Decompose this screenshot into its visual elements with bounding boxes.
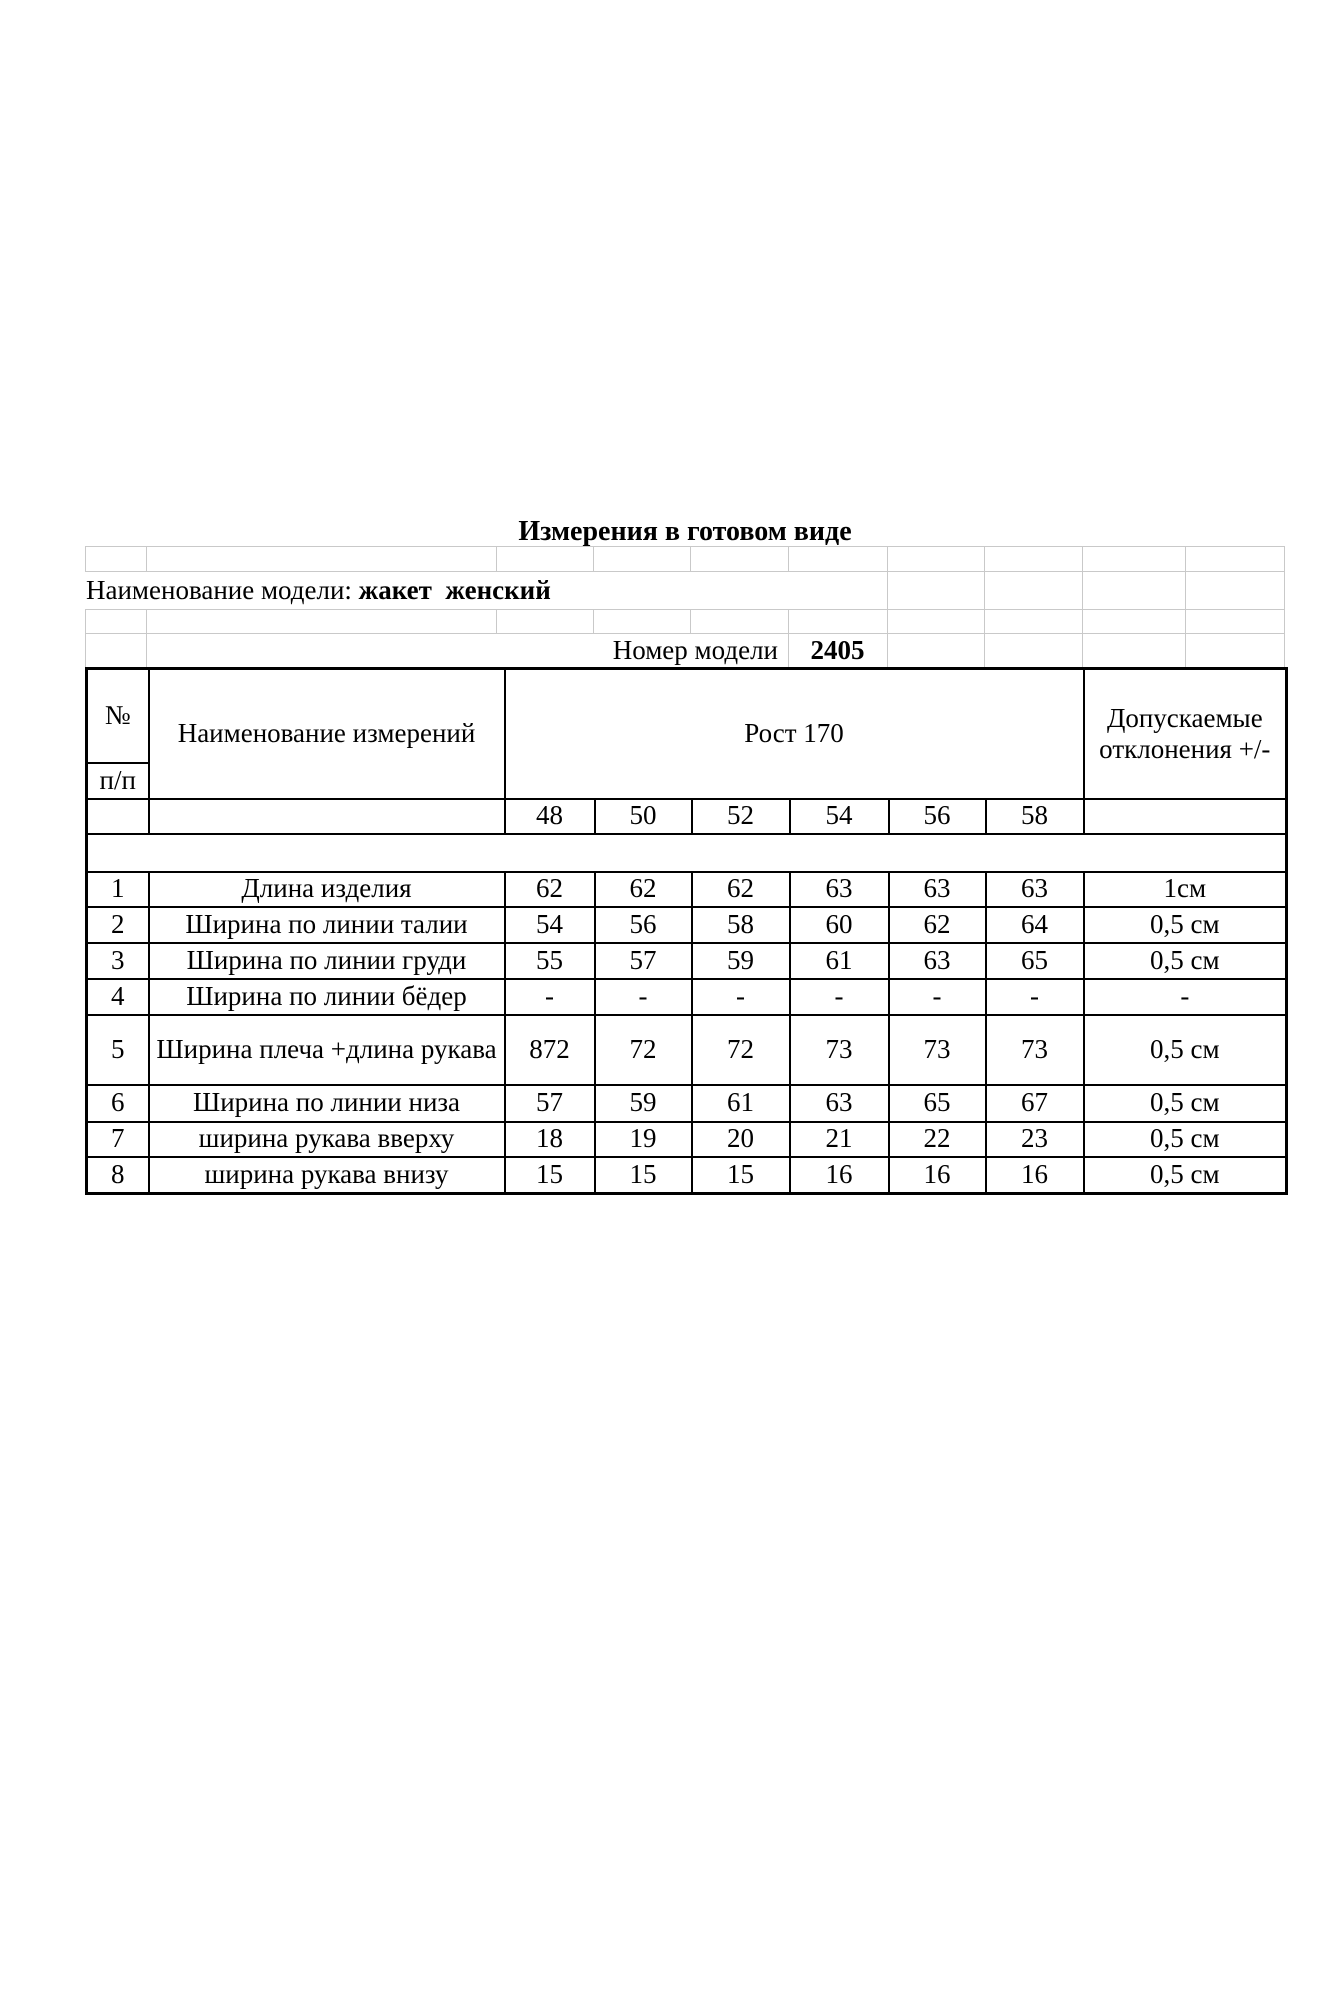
grid-vline — [85, 609, 86, 633]
value-cell: 72 — [595, 1015, 692, 1085]
value-cell: 67 — [986, 1085, 1084, 1122]
measurements-table — [85, 667, 1288, 1195]
value-cell: 73 — [986, 1015, 1084, 1085]
grid-vline — [85, 546, 86, 571]
value-cell: 73 — [889, 1015, 986, 1085]
row-number-cell: 2 — [87, 907, 149, 943]
size-header: 52 — [692, 799, 790, 834]
value-cell: 63 — [889, 872, 986, 907]
value-cell: 56 — [595, 907, 692, 943]
grid-vline — [1284, 633, 1285, 667]
value-cell: 61 — [790, 943, 889, 979]
size-header: 48 — [505, 799, 595, 834]
grid-hline — [85, 609, 1285, 610]
table-row — [87, 1015, 1287, 1085]
model-name-line — [86, 571, 1186, 609]
value-cell: 59 — [692, 943, 790, 979]
empty-spacer-cell — [87, 834, 1287, 872]
header-measurement-name: Наименование измерений — [149, 669, 505, 799]
value-cell: 16 — [986, 1157, 1084, 1194]
grid-vline — [593, 609, 594, 633]
grid-vline — [1284, 571, 1285, 609]
table-row — [87, 872, 1287, 907]
tolerance-cell: 0,5 см — [1084, 907, 1287, 943]
grid-vline — [788, 546, 789, 571]
row-number-cell: 6 — [87, 1085, 149, 1122]
value-cell: 57 — [595, 943, 692, 979]
value-cell: 16 — [790, 1157, 889, 1194]
size-header: 56 — [889, 799, 986, 834]
tolerance-cell: 1см — [1084, 872, 1287, 907]
value-cell: 59 — [595, 1085, 692, 1122]
row-number-cell: 1 — [87, 872, 149, 907]
value-cell: 62 — [505, 872, 595, 907]
grid-vline — [496, 546, 497, 571]
grid-vline — [887, 546, 888, 571]
value-cell: 15 — [505, 1157, 595, 1194]
value-cell: 72 — [692, 1015, 790, 1085]
header-height-group: Рост 170 — [505, 669, 1084, 799]
row-number-cell: 8 — [87, 1157, 149, 1194]
tolerance-cell: - — [1084, 979, 1287, 1015]
grid-vline — [887, 609, 888, 633]
grid-vline — [887, 633, 888, 667]
value-cell: 73 — [790, 1015, 889, 1085]
value-cell: 872 — [505, 1015, 595, 1085]
value-cell: 63 — [889, 943, 986, 979]
grid-vline — [1185, 609, 1186, 633]
value-cell: 63 — [986, 872, 1084, 907]
empty-cell — [87, 799, 149, 834]
value-cell: 62 — [692, 872, 790, 907]
measurement-name-cell: Ширина по линии низа — [149, 1085, 505, 1122]
value-cell: 62 — [889, 907, 986, 943]
measurement-name-cell: Ширина по линии груди — [149, 943, 505, 979]
tolerance-cell: 0,5 см — [1084, 1122, 1287, 1157]
value-cell: 62 — [595, 872, 692, 907]
sizes-row — [87, 799, 1287, 834]
grid-vline — [1082, 546, 1083, 571]
row-number-cell: 3 — [87, 943, 149, 979]
value-cell: 57 — [505, 1085, 595, 1122]
value-cell: 23 — [986, 1122, 1084, 1157]
value-cell: - — [692, 979, 790, 1015]
grid-vline — [1082, 609, 1083, 633]
value-cell: - — [790, 979, 889, 1015]
value-cell: - — [986, 979, 1084, 1015]
model-name-label: Наименование модели: — [86, 575, 359, 605]
value-cell: 63 — [790, 1085, 889, 1122]
measurement-name-cell: Ширина по линии бёдер — [149, 979, 505, 1015]
measurement-name-cell: Длина изделия — [149, 872, 505, 907]
value-cell: 18 — [505, 1122, 595, 1157]
grid-vline — [496, 609, 497, 633]
value-cell: 61 — [692, 1085, 790, 1122]
value-cell: - — [889, 979, 986, 1015]
value-cell: 22 — [889, 1122, 986, 1157]
value-cell: 64 — [986, 907, 1084, 943]
value-cell: 65 — [986, 943, 1084, 979]
tolerance-cell: 0,5 см — [1084, 943, 1287, 979]
grid-vline — [1284, 546, 1285, 571]
tolerance-cell: 0,5 см — [1084, 1157, 1287, 1194]
value-cell: 20 — [692, 1122, 790, 1157]
table-row — [87, 1122, 1287, 1157]
grid-vline — [690, 609, 691, 633]
table-row — [87, 979, 1287, 1015]
table-row — [87, 943, 1287, 979]
tolerance-cell: 0,5 см — [1084, 1015, 1287, 1085]
grid-vline — [593, 546, 594, 571]
empty-cell — [1084, 799, 1287, 834]
size-header: 50 — [595, 799, 692, 834]
row-number-cell: 4 — [87, 979, 149, 1015]
grid-vline — [146, 609, 147, 633]
grid-vline — [984, 609, 985, 633]
page-title: Измерения в готовом виде — [518, 516, 852, 547]
value-cell: 16 — [889, 1157, 986, 1194]
value-cell: 21 — [790, 1122, 889, 1157]
value-cell: - — [505, 979, 595, 1015]
value-cell: 15 — [692, 1157, 790, 1194]
measurement-name-cell: Ширина по линии талии — [149, 907, 505, 943]
spacer-row — [87, 834, 1287, 872]
tolerance-cell: 0,5 см — [1084, 1085, 1287, 1122]
grid-vline — [1284, 609, 1285, 633]
size-header: 58 — [986, 799, 1084, 834]
value-cell: 55 — [505, 943, 595, 979]
value-cell: 65 — [889, 1085, 986, 1122]
header-tolerance: Допускаемые отклонения +/- — [1084, 669, 1287, 799]
model-number-value: 2405 — [810, 635, 865, 665]
measurement-name-cell: ширина рукава внизу — [149, 1157, 505, 1194]
value-cell: 54 — [505, 907, 595, 943]
grid-vline — [984, 633, 985, 667]
grid-vline — [984, 546, 985, 571]
row-number-cell: 7 — [87, 1122, 149, 1157]
grid-vline — [1185, 546, 1186, 571]
header-pp: п/п — [87, 763, 149, 799]
model-number-label: Номер модели — [612, 635, 778, 665]
model-name-value: жакет женский — [358, 575, 551, 605]
measurement-name-cell: ширина рукава вверху — [149, 1122, 505, 1157]
grid-vline — [788, 609, 789, 633]
value-cell: 63 — [790, 872, 889, 907]
measurement-name-cell: Ширина плеча +длина рукава — [149, 1015, 505, 1085]
grid-vline — [690, 546, 691, 571]
grid-vline — [85, 633, 86, 667]
table-row — [87, 1157, 1287, 1194]
grid-vline — [146, 633, 147, 667]
value-cell: 60 — [790, 907, 889, 943]
value-cell: 19 — [595, 1122, 692, 1157]
table-row — [87, 1085, 1287, 1122]
table-row — [87, 907, 1287, 943]
header-no: № — [87, 669, 149, 763]
size-header: 54 — [790, 799, 889, 834]
grid-vline — [1185, 633, 1186, 667]
value-cell: 58 — [692, 907, 790, 943]
value-cell: 15 — [595, 1157, 692, 1194]
grid-vline — [1082, 633, 1083, 667]
row-number-cell: 5 — [87, 1015, 149, 1085]
empty-cell — [149, 799, 505, 834]
value-cell: - — [595, 979, 692, 1015]
grid-vline — [146, 546, 147, 571]
